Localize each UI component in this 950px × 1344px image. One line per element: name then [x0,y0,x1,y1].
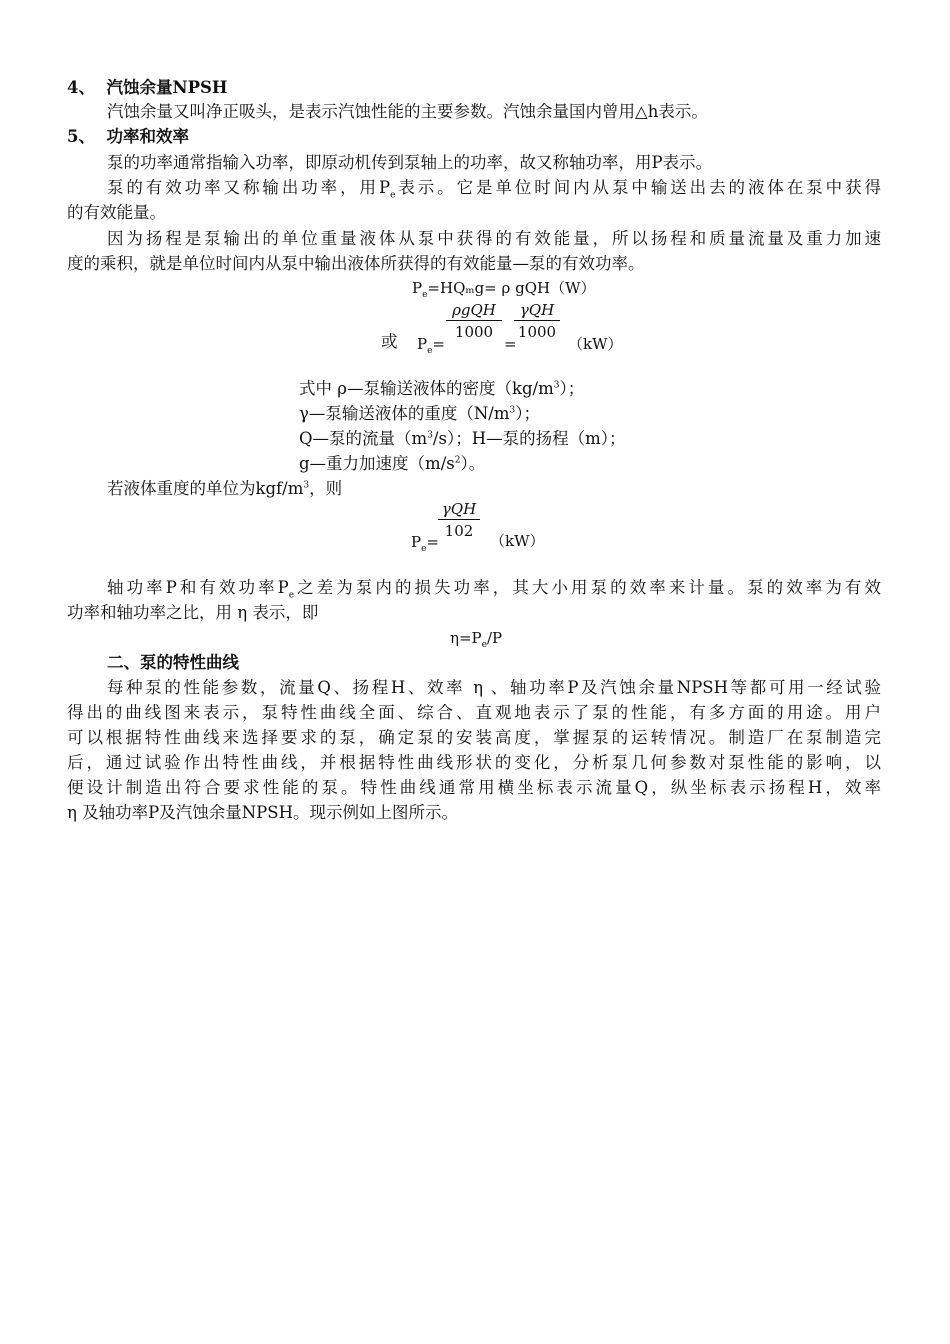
definition-gamma: γ—泵输送液体的重度$(N/m^3)$； [299,404,540,423]
definition-rho: 式中 ρ—泵输送液体的密度$(kg/m^3)$； [299,379,585,398]
heading-power: 5、 功率和效率 [67,127,189,146]
paragraph-kgf-unit: 若液体重度的单位为kgf/$m^3$，则 [107,479,343,498]
paragraph-curves-line1: 每种泵的性能参数，流量Q、扬程H、效率 η 、轴功率P及汽蚀余量NPSH等都可用一经试验 [107,678,881,697]
formula-equals: = [504,335,517,353]
paragraph-effective-power-line1: 泵的有效功率又称输出功率，用$P_e$表示。它是单位时间内从泵中输送出去的液体在泵中获得 [107,178,882,201]
paragraph-curves-line4: 后，通过试验作出特性曲线，并根据特性曲线形状的变化，分析泵几何参数对泵性能的影响，以 [67,753,881,772]
formula-unit-kw-2: （kW） [490,532,545,550]
definition-g: g—重力加速度$(m/s^2)$。 [299,454,486,473]
paragraph-curves-line6: η 及轴功率P及汽蚀余量NPSH。现示例如上图所示。 [67,803,458,822]
fraction-rho-g-q-h: ρgQH 1000 [446,300,502,342]
paragraph-effective-power-line2: 的有效能量。 [67,203,166,222]
fraction-gamma-q-h-102: γQH 102 [438,499,480,541]
paragraph-shaft-power: 泵的功率通常指输入功率，即原动机传到泵轴上的功率，故又称轴功率，用P表示。 [107,153,713,172]
definition-q-h: Q—泵的流量$(m^3/s)$；H—泵的扬程（m）； [299,429,626,448]
formula-effective-power: $P_e=HQ_mg= \rho$ gQH（W） [412,279,596,300]
paragraph-curves-line5: 便设计制造出符合要求性能的泵。特性曲线通常用横坐标表示流量Q，纵坐标表示扬程H，效率 [67,778,881,797]
formula-pe-label: $P_e=$ [417,335,445,356]
heading-npsh: 4、 汽蚀余量NPSH [67,78,228,97]
paragraph-curves-line2: 得出的曲线图来表示，泵特性曲线全面、综合、直观地表示了泵的性能，有多方面的用途。用户 [67,703,881,722]
paragraph-efficiency-line1: 轴功率P和有效功率$P_e$之差为泵内的损失功率，其大小用泵的效率来计量。泵的效率为有效 [107,578,881,601]
paragraph-head-line2: 度的乘积，就是单位时间内从泵中输出液体所获得的有效能量—泵的有效功率。 [67,254,645,273]
heading-characteristic-curves: 二、泵的特性曲线 [107,653,239,672]
formula-or-label: 或 [381,332,398,351]
formula-unit-kw: （kW） [568,335,623,353]
formula-efficiency: $\eta=P_e/P$ [450,629,503,650]
paragraph-efficiency-line2: 功率和轴功率之比，用 η 表示，即 [67,603,319,622]
paragraph-npsh: 汽蚀余量又叫净正吸头，是表示汽蚀性能的主要参数。汽蚀余量国内曾用△h表示。 [107,102,708,121]
fraction-gamma-q-h: γQH 1000 [514,300,560,342]
paragraph-curves-line3: 可以根据特性曲线来选择要求的泵，确定泵的安装高度，掌握泵的运转情况。制造厂在泵制造完 [67,728,881,747]
formula-pe-102-label: $P_e=$ [411,533,439,554]
paragraph-head-line1: 因为扬程是泵输出的单位重量液体从泵中获得的有效能量，所以扬程和质量流量及重力加速 [107,229,881,248]
